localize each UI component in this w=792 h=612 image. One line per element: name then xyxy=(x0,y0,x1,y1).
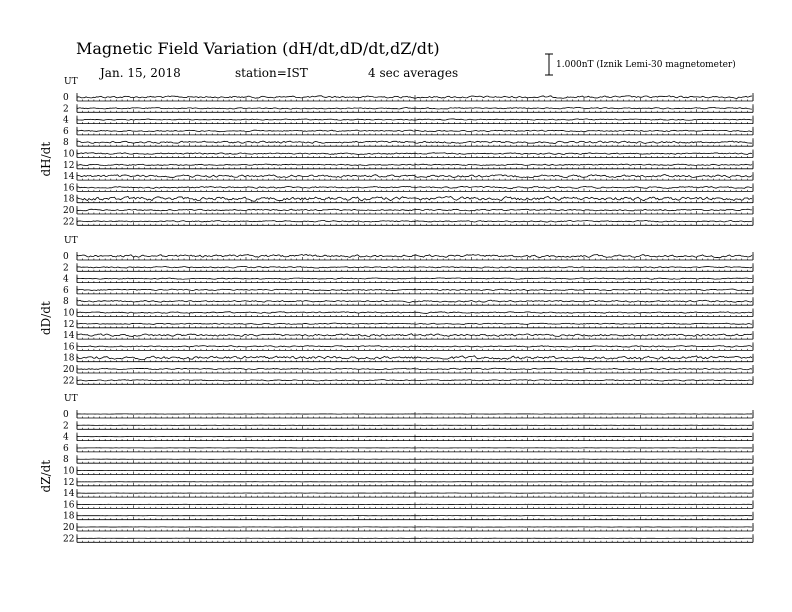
trace-row xyxy=(63,489,753,499)
panel-dZ-dt xyxy=(39,394,753,544)
station-label: station=IST xyxy=(235,66,308,80)
trace-line xyxy=(77,209,752,211)
hour-label: 6 xyxy=(63,126,69,137)
trace-line xyxy=(77,196,752,201)
trace-row xyxy=(63,206,753,216)
trace-line xyxy=(77,380,752,381)
trace-line xyxy=(77,312,752,314)
scale-bar-label: 1.000nT (Iznik Lemi-30 magnetometer) xyxy=(556,60,736,70)
trace-row xyxy=(63,478,753,488)
trace-row xyxy=(63,172,753,182)
trace-line xyxy=(77,278,752,279)
trace-row xyxy=(63,150,753,160)
trace-line xyxy=(77,255,752,258)
trace-line xyxy=(77,300,752,302)
ut-label: UT xyxy=(64,236,78,246)
trace-row xyxy=(63,217,753,227)
hour-label: 10 xyxy=(63,466,75,477)
hour-label: 16 xyxy=(63,500,75,511)
hour-label: 12 xyxy=(63,319,75,330)
hour-label: 20 xyxy=(63,365,75,375)
trace-row xyxy=(63,500,753,510)
hour-label: 16 xyxy=(63,342,75,353)
trace-line xyxy=(77,107,752,109)
ut-label: UT xyxy=(64,394,78,404)
hour-label: 0 xyxy=(63,252,69,262)
trace-line xyxy=(77,164,752,166)
trace-row xyxy=(63,320,753,330)
panel-dD-dt xyxy=(39,236,753,386)
trace-row xyxy=(63,286,753,296)
trace-line xyxy=(77,221,752,223)
hour-label: 0 xyxy=(63,410,69,420)
trace-row xyxy=(63,252,753,262)
hour-label: 22 xyxy=(63,217,75,228)
trace-row xyxy=(63,410,753,420)
trace-row xyxy=(63,421,753,431)
trace-line xyxy=(77,334,752,337)
trace-row xyxy=(63,342,753,352)
trace-row xyxy=(63,93,753,103)
trace-row xyxy=(63,512,753,522)
trace-line xyxy=(77,96,752,99)
trace-row xyxy=(63,297,753,307)
hour-label: 20 xyxy=(63,206,75,216)
hour-label: 0 xyxy=(63,93,69,103)
trace-row xyxy=(63,444,753,454)
trace-row xyxy=(63,138,753,148)
hour-label: 20 xyxy=(63,523,75,533)
hour-label: 12 xyxy=(63,160,75,171)
hour-label: 18 xyxy=(63,511,75,522)
ut-label: UT xyxy=(64,77,78,87)
hour-label: 4 xyxy=(63,115,69,126)
hour-label: 22 xyxy=(63,376,75,387)
trace-line xyxy=(77,267,752,269)
hour-label: 16 xyxy=(63,183,75,194)
hour-label: 10 xyxy=(63,308,75,319)
hour-label: 6 xyxy=(63,285,69,296)
trace-row xyxy=(63,309,753,319)
trace-row xyxy=(63,104,753,114)
trace-line xyxy=(77,323,752,324)
hour-label: 12 xyxy=(63,477,75,488)
trace-row xyxy=(63,376,753,386)
trace-row xyxy=(63,455,753,465)
trace-line xyxy=(77,346,752,348)
scale-bar xyxy=(545,54,553,75)
panel-ylabel: dH/dt xyxy=(39,141,53,177)
trace-row xyxy=(63,523,753,533)
hour-label: 14 xyxy=(63,172,75,183)
trace-row xyxy=(63,116,753,126)
hour-label: 6 xyxy=(63,443,69,454)
trace-line xyxy=(77,289,752,291)
hour-label: 2 xyxy=(63,263,69,274)
trace-row xyxy=(63,263,753,273)
trace-row xyxy=(63,127,753,137)
trace-line xyxy=(77,153,752,155)
trace-line xyxy=(77,119,752,120)
hour-label: 14 xyxy=(63,489,75,500)
trace-row xyxy=(63,161,753,171)
hour-label: 14 xyxy=(63,331,75,342)
hour-label: 18 xyxy=(63,194,75,205)
hour-label: 22 xyxy=(63,534,75,545)
trace-row xyxy=(63,331,753,341)
hour-label: 8 xyxy=(63,297,69,308)
chart-title: Magnetic Field Variation (dH/dt,dD/dt,dZ/dt) xyxy=(76,39,440,58)
trace-row xyxy=(63,354,753,364)
panel-ylabel: dZ/dt xyxy=(39,459,53,493)
panel-dH-dt xyxy=(39,77,753,227)
hour-label: 4 xyxy=(63,274,69,285)
hour-label: 8 xyxy=(63,138,69,149)
trace-line xyxy=(77,130,752,132)
hour-label: 18 xyxy=(63,353,75,364)
trace-row xyxy=(63,433,753,443)
trace-line xyxy=(77,175,752,178)
trace-row xyxy=(63,183,753,193)
trace-row xyxy=(63,467,753,477)
hour-label: 2 xyxy=(63,421,69,432)
averaging-label: 4 sec averages xyxy=(368,66,459,80)
trace-line xyxy=(77,368,752,370)
trace-row xyxy=(63,275,753,285)
panel-ylabel: dD/dt xyxy=(39,301,53,336)
hour-label: 8 xyxy=(63,455,69,466)
trace-row xyxy=(63,534,753,544)
hour-label: 2 xyxy=(63,104,69,115)
trace-line xyxy=(77,356,752,360)
trace-line xyxy=(77,186,752,188)
trace-row xyxy=(63,365,753,375)
trace-row xyxy=(63,195,753,205)
trace-line xyxy=(77,141,752,143)
date-label: Jan. 15, 2018 xyxy=(100,66,181,80)
hour-label: 10 xyxy=(63,149,75,160)
hour-label: 4 xyxy=(63,432,69,443)
